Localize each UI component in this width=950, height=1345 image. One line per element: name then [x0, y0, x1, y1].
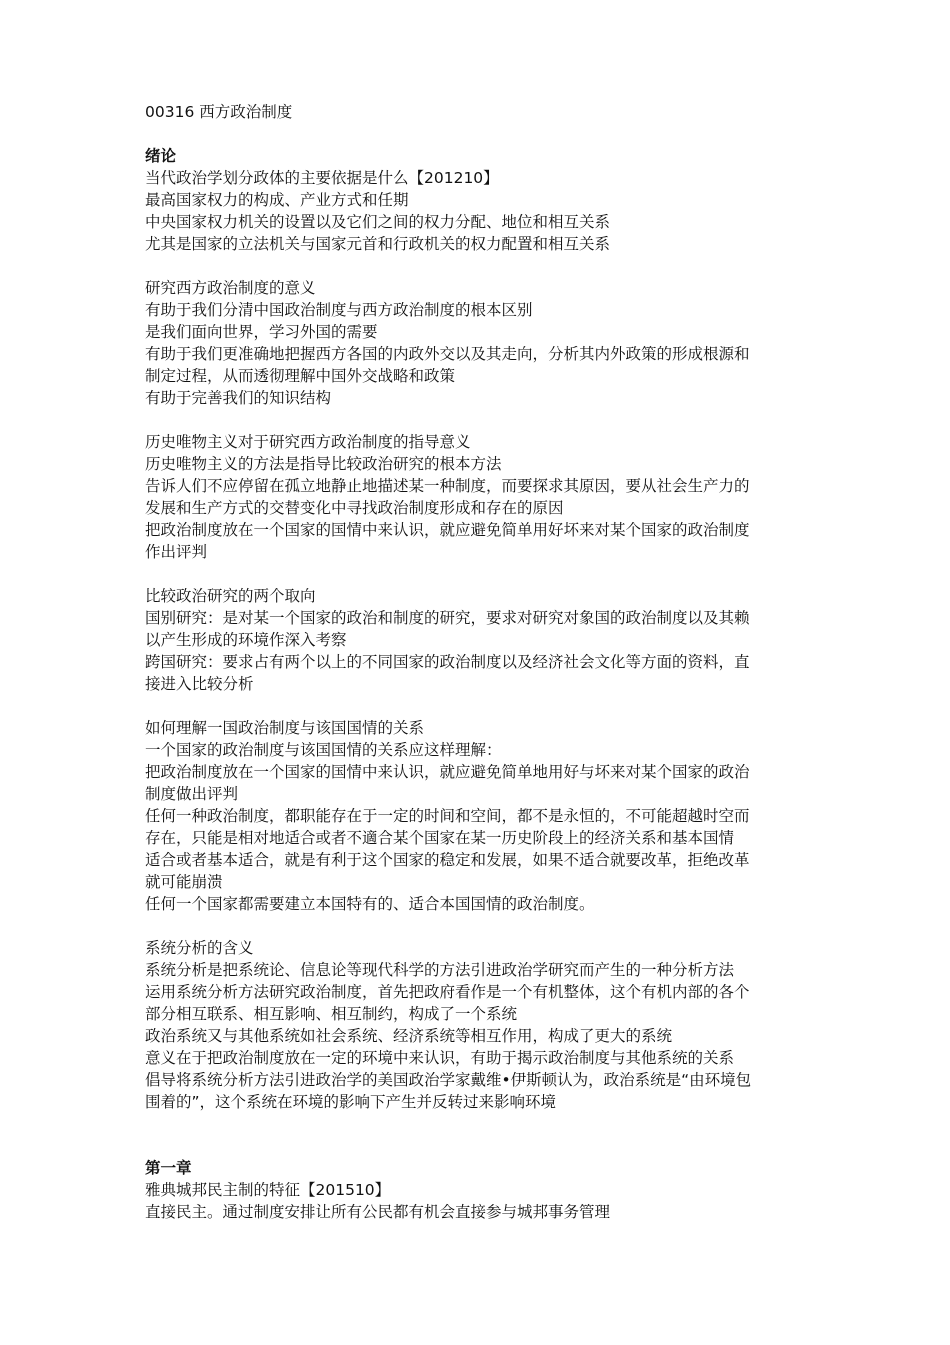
question-comparative-approaches: 比较政治研究的两个取向 — [145, 587, 316, 605]
section-heading-intro: 绪论 — [145, 147, 177, 165]
answer-line: 直接民主。通过制度安排让所有公民都有机会直接参与城邦事务管理 — [145, 1203, 611, 1221]
answer-line: 尤其是国家的立法机关与国家元首和行政机关的权力配置和相互关系 — [145, 235, 611, 253]
answer-line: 是我们面向世界，学习外国的需要 — [145, 323, 378, 341]
question-systems-analysis: 系统分析的含义 — [145, 939, 254, 957]
spacer — [145, 563, 810, 585]
spacer — [145, 255, 810, 277]
answer-line: 适合或者基本适合，就是有利于这个国家的稳定和发展，如果不适合就要改革，拒绝改革 — [145, 851, 750, 869]
answer-line: 把政治制度放在一个国家的国情中来认识，就应避免简单地用好与坏来对某个国家的政治 — [145, 763, 750, 781]
document-body — [145, 101, 810, 1223]
answer-line: 倡导将系统分析方法引进政治学的美国政治学家戴维•伊斯顿认为，政治系统是“由环境包 — [145, 1071, 752, 1089]
answer-line: 存在，只能是相对地适合或者不適合某个国家在某一历史阶段上的经济关系和基本国情 — [145, 829, 735, 847]
answer-line: 任何一种政治制度，都职能存在于一定的时间和空间，都不是永恒的，不可能超越时空而 — [145, 807, 750, 825]
answer-line: 制定过程，从而透彻理解中国外交战略和政策 — [145, 367, 456, 385]
document-title: 00316 西方政治制度 — [145, 103, 293, 121]
answer-line: 运用系统分析方法研究政治制度，首先把政府看作是一个有机整体，这个有机内部的各个 — [145, 983, 750, 1001]
answer-line: 跨国研究：要求占有两个以上的不同国家的政治制度以及经济社会文化等方面的资料，直 — [145, 653, 750, 671]
spacer — [145, 123, 810, 145]
answer-line: 接进入比较分析 — [145, 675, 254, 693]
question-historical-materialism: 历史唯物主义对于研究西方政治制度的指导意义 — [145, 433, 471, 451]
answer-line: 作出评判 — [145, 543, 208, 561]
question-study-significance: 研究西方政治制度的意义 — [145, 279, 316, 297]
answer-line: 把政治制度放在一个国家的国情中来认识，就应避免简单用好坏来对某个国家的政治制度 — [145, 521, 750, 539]
answer-line: 政治系统又与其他系统如社会系统、经济系统等相互作用，构成了更大的系统 — [145, 1027, 673, 1045]
answer-line: 意义在于把政治制度放在一定的环境中来认识，有助于揭示政治制度与其他系统的关系 — [145, 1049, 735, 1067]
answer-line: 有助于我们更准确地把握西方各国的内政外交以及其走向，分析其内外政策的形成根源和 — [145, 345, 750, 363]
answer-line: 就可能崩溃 — [145, 873, 223, 891]
answer-line: 制度做出评判 — [145, 785, 239, 803]
answer-line: 有助于我们分清中国政治制度与西方政治制度的根本区别 — [145, 301, 533, 319]
question-athenian-democracy: 雅典城邦民主制的特征【201510】 — [145, 1181, 391, 1199]
spacer — [145, 695, 810, 717]
section-heading-chapter-1: 第一章 — [145, 1159, 192, 1177]
question-political-regime: 当代政治学划分政体的主要依据是什么【201210】 — [145, 169, 499, 187]
question-national-conditions: 如何理解一国政治制度与该国国情的关系 — [145, 719, 425, 737]
answer-line: 发展和生产方式的交替变化中寻找政治制度形成和存在的原因 — [145, 499, 564, 517]
answer-line: 围着的”，这个系统在环境的影响下产生并反转过来影响环境 — [145, 1093, 557, 1111]
answer-line: 部分相互联系、相互影响、相互制约，构成了一个系统 — [145, 1005, 518, 1023]
answer-line: 中央国家权力机关的设置以及它们之间的权力分配、地位和相互关系 — [145, 213, 611, 231]
answer-line: 有助于完善我们的知识结构 — [145, 389, 332, 407]
answer-line: 最高国家权力的构成、产业方式和任期 — [145, 191, 409, 209]
answer-line: 告诉人们不应停留在孤立地静止地描述某一种制度，而要探求其原因，要从社会生产力的 — [145, 477, 750, 495]
spacer — [145, 409, 810, 431]
answer-line: 历史唯物主义的方法是指导比较政治研究的根本方法 — [145, 455, 502, 473]
answer-line: 以产生形成的环境作深入考察 — [145, 631, 347, 649]
spacer — [145, 1113, 810, 1157]
spacer — [145, 915, 810, 937]
answer-line: 国别研究：是对某一个国家的政治和制度的研究，要求对研究对象国的政治制度以及其赖 — [145, 609, 750, 627]
answer-line: 一个国家的政治制度与该国国情的关系应这样理解： — [145, 741, 502, 759]
answer-line: 任何一个国家都需要建立本国特有的、适合本国国情的政治制度。 — [145, 895, 595, 913]
answer-line: 系统分析是把系统论、信息论等现代科学的方法引进政治学研究而产生的一种分析方法 — [145, 961, 735, 979]
